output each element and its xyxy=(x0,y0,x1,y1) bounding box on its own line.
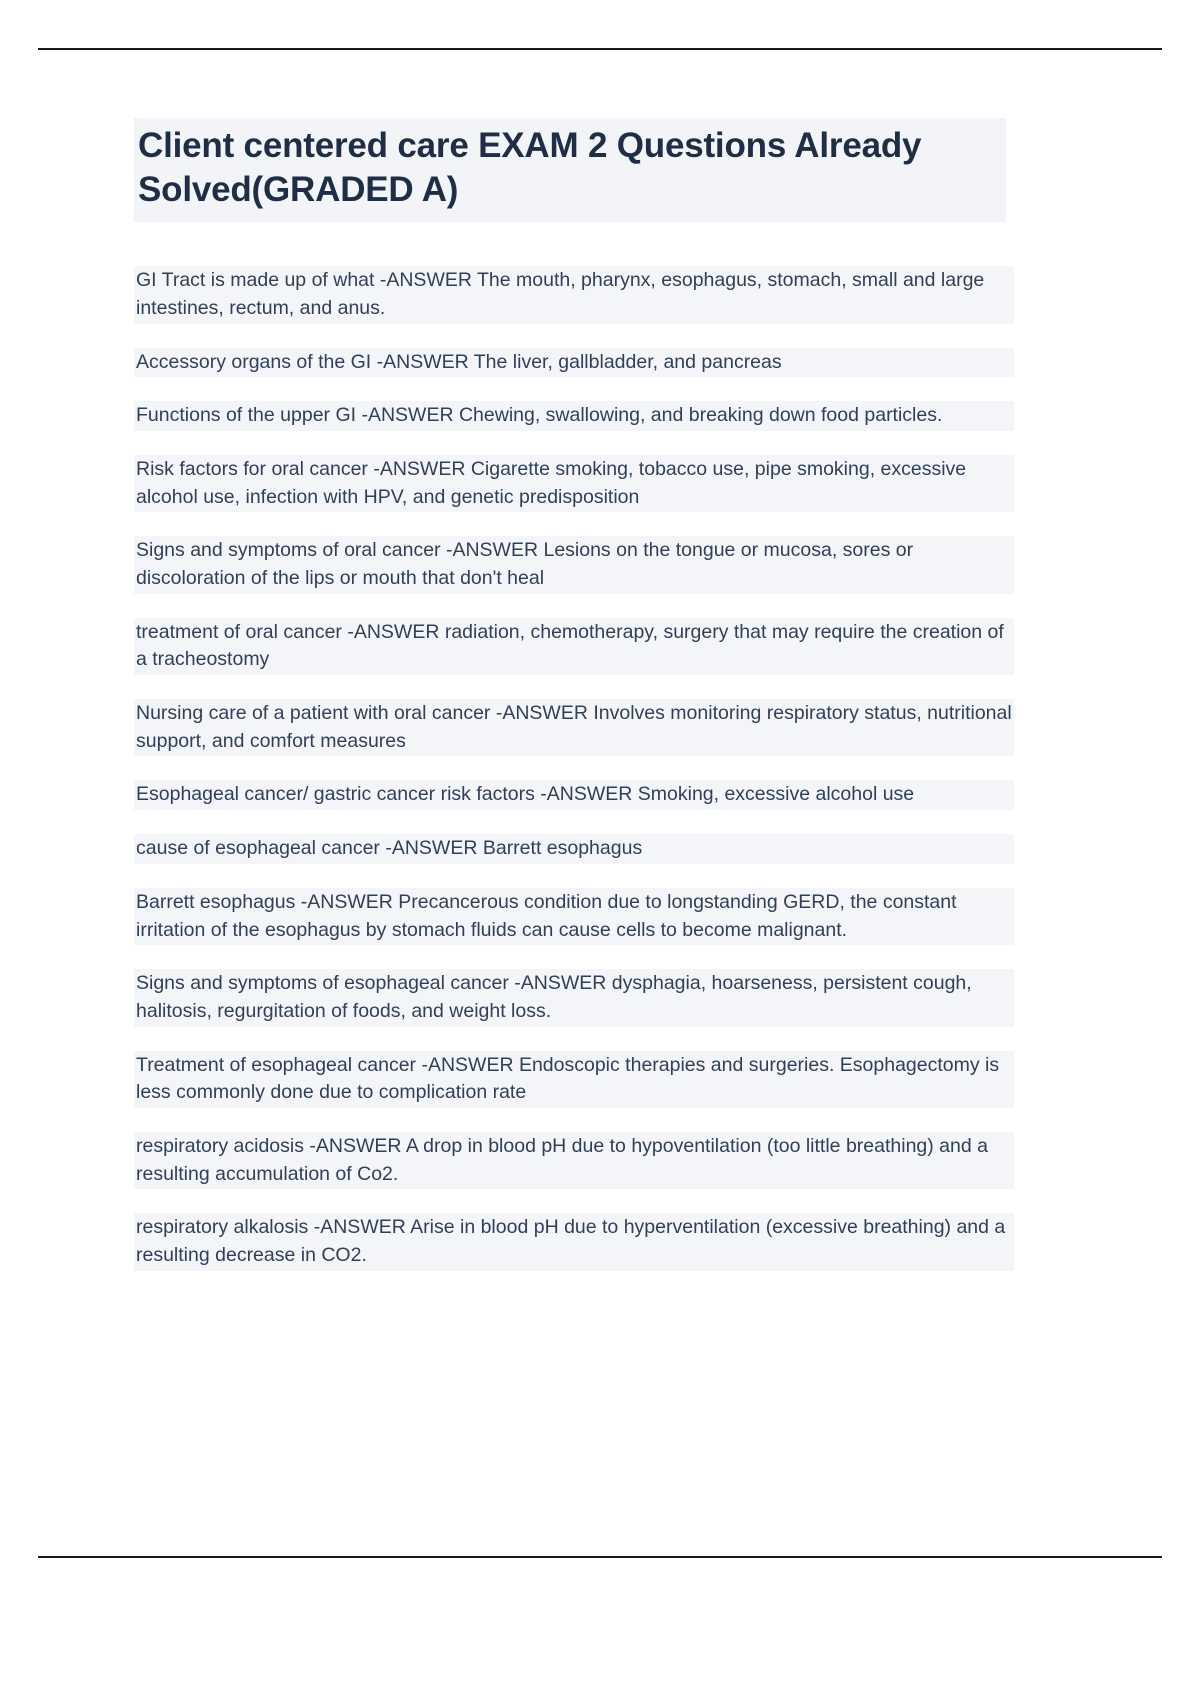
document-content xyxy=(134,118,1014,1271)
header-divider xyxy=(38,48,1162,50)
footer-divider xyxy=(38,1556,1162,1558)
qa-list xyxy=(134,266,1014,1271)
qa-entry: Barrett esophagus -ANSWER Precancerous condition due to longstanding GERD, the constant irritation of the esophagus by stomach fluids can cause cells to become malignant. xyxy=(134,888,1014,945)
page-title: Client centered care EXAM 2 Questions Already Solved(GRADED A) xyxy=(134,118,1006,222)
qa-entry: Esophageal cancer/ gastric cancer risk factors -ANSWER Smoking, excessive alcohol use xyxy=(134,780,1014,810)
qa-entry: respiratory alkalosis -ANSWER Arise in blood pH due to hyperventilation (excessive breathing) and a resulting decrease in CO2. xyxy=(134,1213,1014,1270)
qa-entry: Functions of the upper GI -ANSWER Chewing, swallowing, and breaking down food particles. xyxy=(134,401,1014,431)
qa-entry: Signs and symptoms of oral cancer -ANSWER Lesions on the tongue or mucosa, sores or discoloration of the lips or mouth that don't heal xyxy=(134,536,1014,593)
qa-entry: Accessory organs of the GI -ANSWER The liver, gallbladder, and pancreas xyxy=(134,348,1014,378)
qa-entry: respiratory acidosis -ANSWER A drop in blood pH due to hypoventilation (too little breathing) and a resulting accumulation of Co2. xyxy=(134,1132,1014,1189)
qa-entry: Signs and symptoms of esophageal cancer -ANSWER dysphagia, hoarseness, persistent cough, halitosis, regurgitation of foods, and weight loss. xyxy=(134,969,1014,1026)
qa-entry: Treatment of esophageal cancer -ANSWER Endoscopic therapies and surgeries. Esophagectomy is less commonly done due to complication rate xyxy=(134,1051,1014,1108)
qa-entry: cause of esophageal cancer -ANSWER Barrett esophagus xyxy=(134,834,1014,864)
qa-entry: treatment of oral cancer -ANSWER radiation, chemotherapy, surgery that may require the creation of a tracheostomy xyxy=(134,618,1014,675)
qa-entry: Nursing care of a patient with oral cancer -ANSWER Involves monitoring respiratory status, nutritional support, and comfort measures xyxy=(134,699,1014,756)
qa-entry: GI Tract is made up of what -ANSWER The mouth, pharynx, esophagus, stomach, small and large intestines, rectum, and anus. xyxy=(134,266,1014,323)
qa-entry: Risk factors for oral cancer -ANSWER Cigarette smoking, tobacco use, pipe smoking, excessive alcohol use, infection with HPV, and genetic predisposition xyxy=(134,455,1014,512)
